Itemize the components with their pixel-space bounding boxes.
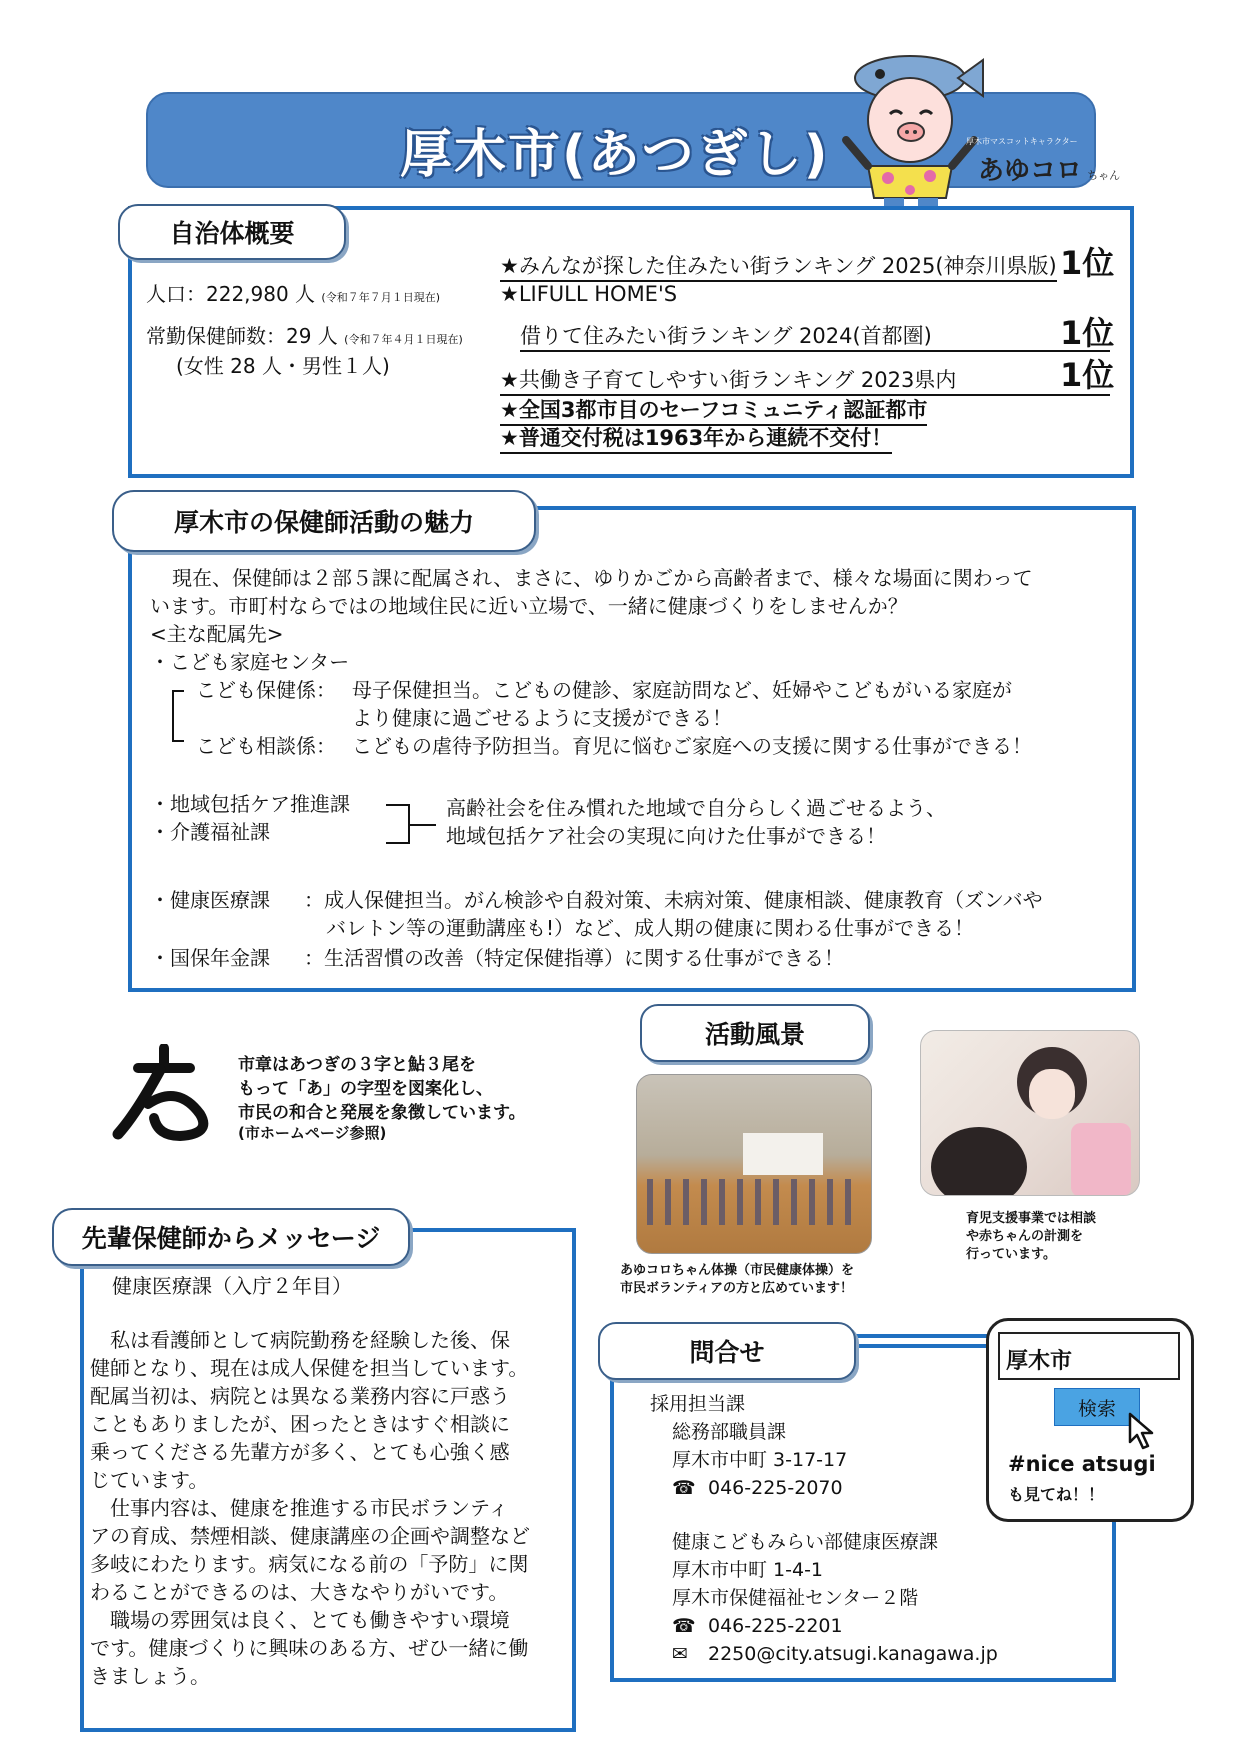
message-line-2: 健師となり、現在は成人保健を担当しています。: [90, 1356, 529, 1380]
message-body: [90, 1326, 570, 1690]
contact-line: [840, 1344, 1000, 1348]
contact-2-mail: 2250@city.atsugi.kanagawa.jp: [708, 1643, 998, 1665]
kenko-text-1: ：成人保健担当。がん検診や自殺対策、未病対策、健康相談、健康教育（ズンバや: [304, 888, 1043, 912]
message-line-13: きましょう。: [90, 1664, 210, 1688]
contact-2-addr: 厚木市中町 1-4-1: [672, 1559, 824, 1581]
mascot-name-text: あゆコロ: [978, 156, 1083, 186]
emblem-line-4: (市ホームページ参照): [238, 1124, 387, 1142]
message-dept: 健康医療課（入庁２年目）: [112, 1274, 352, 1298]
scene-caption-1: [620, 1262, 854, 1298]
mascot-name: [978, 150, 1120, 187]
phone-icon: ☎: [672, 1477, 696, 1499]
message-line-10: わることができるのは、大きなやりがいです。: [90, 1580, 509, 1604]
contact-2-dept: 健康こどもみらい部健康医療課: [672, 1531, 939, 1553]
kokuho-dept: ・国保年金課: [150, 946, 270, 970]
contact-1-title: 採用担当課: [650, 1393, 746, 1415]
chiiki-dept: ・地域包括ケア推進課: [150, 792, 350, 816]
hoken-text-2: より健康に過ごせるように支援ができる！: [352, 706, 732, 730]
nurse-count-text: 常勤保健師数：29 人: [146, 324, 338, 348]
nurse-gender: (女性 28 人・男性１人): [176, 354, 390, 378]
kodomo-bracket: [172, 690, 184, 742]
appeal-intro-1: 現在、保健師は２部５課に配属され、まさに、ゆりかごから高齢者まで、様々な場面に関わって: [172, 566, 1033, 590]
message-line-9: 多岐にわたります。病気になる前の「予防」に関: [90, 1552, 529, 1576]
contact-2-mail-row: [672, 1640, 998, 1668]
message-line-7: 仕事内容は、健康を推進する市民ボランティ: [90, 1496, 509, 1520]
contact-1-addr: 厚木市中町 3-17-17: [672, 1449, 848, 1471]
scene-caption-2: [966, 1210, 1096, 1264]
scene-tab: 活動風景: [640, 1004, 870, 1062]
message-line-12: です。健康づくりに興味のある方、ぜひ一緒に働: [90, 1636, 529, 1660]
nurse-count-note: (令和７年４月１日現在): [344, 333, 463, 346]
rank-2-place: 1位: [1060, 314, 1115, 352]
kaigo-dept: ・介護福祉課: [150, 820, 270, 844]
rank-4: ★全国3都市目のセーフコミュニティ認証都市: [500, 394, 927, 426]
childcare-photo: [920, 1030, 1140, 1196]
message-tab: 先輩保健師からメッセージ: [52, 1208, 410, 1266]
contact-1-tel: 046-225-2070: [708, 1477, 843, 1499]
appeal-heading: <主な配属先>: [150, 622, 284, 646]
mascot-caption-small: 厚木市マスコットキャラクター: [966, 137, 1078, 146]
search-input[interactable]: 厚木市: [998, 1332, 1180, 1380]
population: [146, 280, 440, 312]
overview-tab: 自治体概要: [118, 204, 346, 260]
emblem-line-3: 市民の和合と発展を象徴しています。: [238, 1103, 526, 1123]
scene-caption-1-line-2: 市民ボランティアの方と広めています！: [620, 1281, 853, 1296]
kenko-text-2: バレトン等の運動講座も!）など、成人期の健康に関わる仕事ができる！: [326, 916, 975, 940]
scene-caption-2-line-3: 行っています。: [966, 1247, 1056, 1262]
rank-3: ★共働き子育てしやすい街ランキング 2023県内: [500, 364, 1110, 396]
chiiki-bracket: [386, 804, 410, 844]
contact-2-bldg: 厚木市保健福祉センター２階: [672, 1587, 919, 1609]
gym-people: [647, 1179, 863, 1225]
message-line-8: アの育成、禁煙相談、健康講座の企画や調整など: [90, 1524, 530, 1548]
message-line-3: 配属当初は、病院とは異なる業務内容に戸惑う: [90, 1384, 510, 1408]
kodomo-center: ・こども家庭センター: [150, 650, 350, 674]
chiiki-text-1: 高齢社会を住み慣れた地域で自分らしく過ごせるよう、: [446, 796, 946, 820]
appeal-intro-2: います。市町村ならではの地域住民に近い立場で、一緒に健康づくりをしませんか？: [150, 594, 908, 618]
childcare-face: [1029, 1069, 1075, 1119]
message-line-5: 乗ってくださる先輩方が多く、とても心強く感: [90, 1440, 510, 1464]
hashtag-note: も見てね！！: [1008, 1485, 1105, 1504]
rank-5: ★普通交付税は1963年から連続不交付！: [500, 422, 892, 454]
hoken-label: こども保健係：: [196, 678, 336, 702]
childcare-apron: [1071, 1123, 1131, 1196]
hoken-text-1: 母子保健担当。こどもの健診、家庭訪問など、妊婦やこどもがいる家庭が: [352, 678, 1012, 702]
soudan-text: こどもの虐待予防担当。育児に悩むご家庭への支援に関する仕事ができる！: [352, 734, 1032, 758]
appeal-tab: 厚木市の保健師活動の魅力: [112, 490, 536, 552]
soudan-label: こども相談係：: [196, 734, 336, 758]
emblem-line-2: もって「あ」の字型を図案化し、: [238, 1079, 493, 1099]
contact-1-tel-row: [672, 1474, 843, 1502]
gym-exercise-photo: [636, 1074, 872, 1254]
phone-icon: ☎: [672, 1615, 696, 1637]
chiiki-text-2: 地域包括ケア社会の実現に向けた仕事ができる！: [446, 824, 886, 848]
contact-2-tel-row: [672, 1612, 843, 1640]
emblem-line-1: 市章はあつぎの３字と鮎３尾を: [238, 1055, 476, 1075]
gym-screen: [743, 1133, 823, 1175]
message-line-6: じています。: [90, 1468, 209, 1492]
rank-1: ★みんなが探した住みたい街ランキング 2025(神奈川県版): [500, 250, 1057, 282]
search-button[interactable]: 検索: [1054, 1388, 1140, 1426]
rank-3-place: 1位: [1060, 356, 1115, 394]
childcare-child: [931, 1127, 1027, 1196]
rank-2b: 借りて住みたい街ランキング 2024(首都圏): [520, 320, 1110, 352]
scene-caption-1-line-1: あゆコロちゃん体操（市民健康体操）を: [620, 1263, 855, 1278]
message-line-4: こともありましたが、困ったときはすぐ相談に: [90, 1412, 510, 1436]
contact-tab: 問合せ: [598, 1322, 856, 1380]
contact-2-tel: 046-225-2201: [708, 1615, 843, 1637]
message-line-1: 私は看護師として病院勤務を経験した後、保: [90, 1328, 510, 1352]
city-emblem-icon: [108, 1044, 220, 1142]
chiiki-bracket-line: [410, 824, 436, 826]
mail-icon: ✉: [672, 1643, 688, 1665]
rank-2: ★LIFULL HOME'S: [500, 282, 678, 306]
message-line-11: 職場の雰囲気は良く、とても働きやすい環境: [90, 1608, 510, 1632]
rank-1-place: 1位: [1060, 244, 1115, 282]
cursor-arrow-icon: [1126, 1412, 1162, 1452]
scene-caption-2-line-2: や赤ちゃんの計測を: [966, 1229, 1084, 1244]
kokuho-text: ：生活習慣の改善（特定保健指導）に関する仕事ができる！: [304, 946, 844, 970]
population-text: 人口：222,980 人: [146, 282, 316, 306]
nurse-count: [146, 322, 463, 354]
page-title: 厚木市(あつぎし): [400, 125, 830, 185]
hashtag: #nice atsugi: [1008, 1452, 1156, 1476]
population-note: (令和７年７月１日現在): [321, 291, 441, 304]
scene-caption-2-line-1: 育児支援事業では相談: [966, 1211, 1097, 1226]
contact-1-dept: 総務部職員課: [672, 1421, 787, 1443]
mascot-ayukoro-icon: [838, 48, 988, 208]
kenko-dept: ・健康医療課: [150, 888, 270, 912]
mascot-name-suffix: ちゃん: [1087, 169, 1121, 182]
